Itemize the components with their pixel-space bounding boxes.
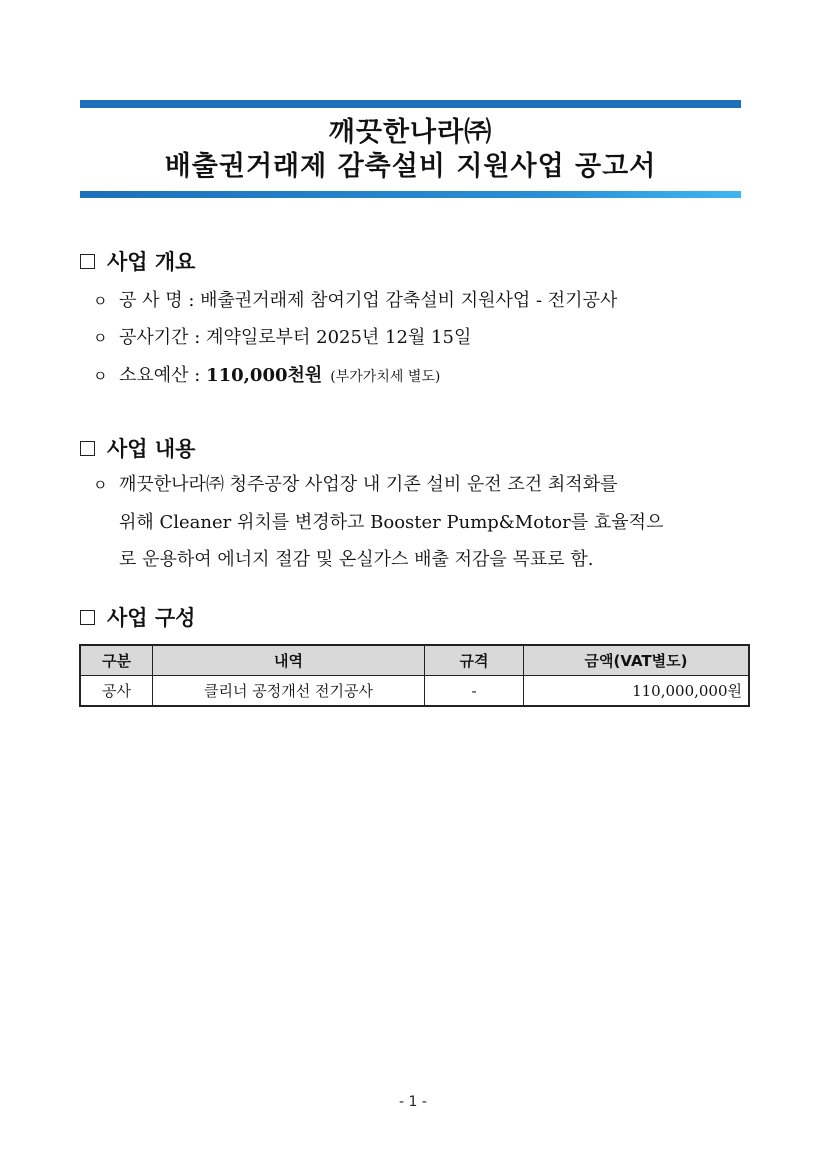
title-bottom-bar bbox=[80, 191, 741, 198]
bullet-icon: ㅇ bbox=[93, 292, 108, 310]
overview-item-period bbox=[93, 323, 471, 349]
bullet-icon: ㅇ bbox=[93, 476, 108, 494]
paragraph-text: 위해 Cleaner 위치를 변경하고 Booster Pump&Motor를 효율적으 bbox=[119, 512, 664, 533]
cell-details: 클리너 공정개선 전기공사 bbox=[153, 676, 425, 707]
item-value: 배출권거래제 참여기업 감축설비 지원사업 - 전기공사 bbox=[200, 290, 618, 311]
title-company: 깨끗한나라㈜ bbox=[328, 117, 493, 148]
item-separator: : bbox=[182, 290, 201, 311]
paragraph-text: 로 운용하여 에너지 절감 및 온실가스 배출 저감을 목표로 함. bbox=[119, 549, 594, 570]
section-heading-label: 사업 내용 bbox=[107, 437, 196, 461]
column-header-amount: 금액(VAT별도) bbox=[524, 645, 750, 676]
checkbox-square-icon bbox=[80, 610, 95, 625]
table-header-row bbox=[80, 645, 749, 676]
item-label: 공사기간 bbox=[119, 327, 189, 348]
overview-item-budget bbox=[93, 361, 440, 387]
item-value: 110,000천원 bbox=[206, 365, 323, 386]
page-number: - 1 - bbox=[399, 1094, 427, 1110]
item-note: (부가가치세 별도) bbox=[330, 369, 441, 385]
cell-category: 공사 bbox=[80, 676, 153, 707]
item-label: 소요예산 bbox=[119, 365, 189, 386]
cell-amount: 110,000,000원 bbox=[524, 676, 750, 707]
composition-table bbox=[79, 644, 750, 707]
overview-item-name bbox=[93, 286, 617, 312]
column-header-details: 내역 bbox=[153, 645, 425, 676]
section-heading-overview bbox=[80, 246, 195, 276]
item-separator: : bbox=[188, 327, 207, 348]
item-label: 공 사 명 bbox=[119, 290, 183, 311]
paragraph-line bbox=[93, 504, 748, 541]
paragraph-line bbox=[93, 541, 748, 578]
bullet-icon: ㅇ bbox=[93, 329, 108, 347]
checkbox-square-icon bbox=[80, 441, 95, 456]
section-heading-content bbox=[80, 433, 195, 463]
column-header-spec: 규격 bbox=[425, 645, 524, 676]
table-row bbox=[80, 676, 749, 707]
section-heading-label: 사업 구성 bbox=[107, 606, 196, 630]
content-paragraph bbox=[93, 466, 748, 578]
paragraph-line bbox=[93, 466, 748, 504]
item-value: 계약일로부터 2025년 12월 15일 bbox=[206, 327, 472, 348]
column-header-category: 구분 bbox=[80, 645, 153, 676]
section-heading-label: 사업 개요 bbox=[107, 250, 196, 274]
bullet-icon: ㅇ bbox=[93, 367, 108, 385]
item-separator: : bbox=[188, 365, 207, 386]
title-top-bar bbox=[80, 100, 741, 108]
paragraph-text: 깨끗한나라㈜ 청주공장 사업장 내 기존 설비 운전 조건 최적화를 bbox=[119, 474, 618, 495]
section-heading-composition bbox=[80, 602, 195, 632]
title-block bbox=[80, 100, 741, 198]
document-title bbox=[80, 108, 741, 191]
cell-spec: - bbox=[425, 676, 524, 707]
title-main: 배출권거래제 감축설비 지원사업 공고서 bbox=[164, 151, 657, 182]
checkbox-square-icon bbox=[80, 254, 95, 269]
